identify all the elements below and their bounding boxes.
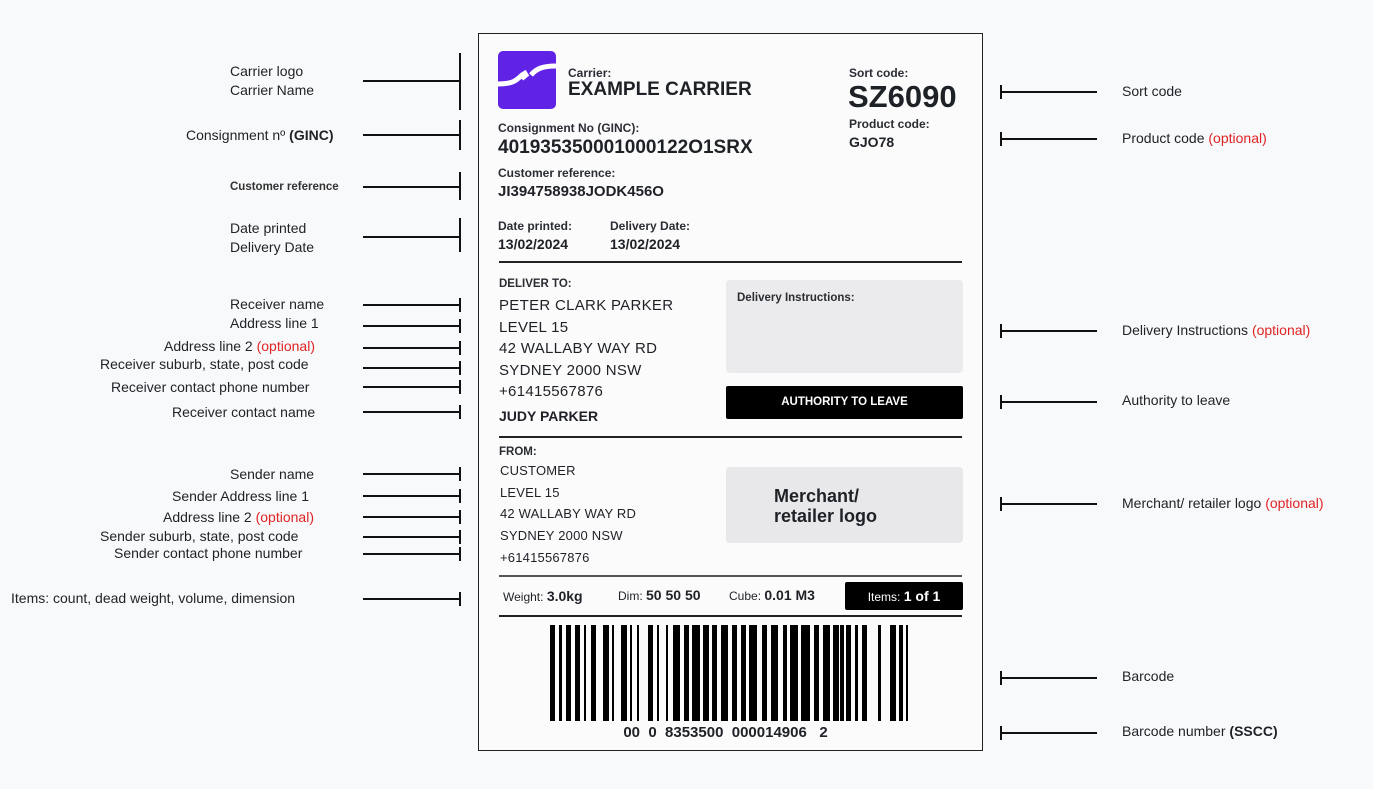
annotation-receiver-contact: Receiver contact name: [172, 404, 316, 420]
annotation-date-printed: Date printed: [230, 220, 307, 236]
barcode-bar: [648, 625, 653, 721]
delivery-instructions-label: Delivery Instructions:: [737, 292, 855, 304]
barcode-bar: [584, 625, 586, 721]
date-printed: 13/02/2024: [498, 236, 569, 252]
annotation-delivery-instructions: [1122, 321, 1310, 340]
connector-line: [363, 598, 460, 600]
connector-line: [363, 236, 460, 238]
barcode-bar: [906, 625, 908, 721]
connector-tick: [459, 361, 461, 375]
annotation-barcode: Barcode: [1122, 668, 1175, 684]
connector-tick: [1000, 85, 1002, 99]
annotation-text: Delivery Instructions: [1122, 322, 1252, 338]
receiver-address-line1: LEVEL 15: [499, 318, 569, 336]
connector-line: [363, 411, 460, 413]
annotation-sender-address1: Sender Address line 1: [172, 488, 309, 504]
annotation-address1: Address line 1: [230, 315, 319, 331]
barcode-bar: [741, 625, 746, 721]
receiver-phone: +61415567876: [499, 383, 604, 400]
product-code: GJO78: [849, 134, 895, 150]
delivery-instructions-box: [726, 280, 963, 373]
connector-line: [363, 80, 460, 82]
from-label: FROM:: [499, 446, 537, 458]
annotation-carrier-logo: Carrier logo: [230, 63, 304, 79]
receiver-address-line2: 42 WALLABY WAY RD: [499, 340, 658, 357]
connector-line: [363, 495, 460, 497]
annotation-text: Address line 2: [163, 509, 256, 525]
delivery-date: 13/02/2024: [610, 236, 681, 252]
connector-line: [363, 325, 460, 327]
annotation-sender-phone: Sender contact phone number: [114, 545, 303, 561]
carrier-logo-icon: [498, 51, 556, 109]
barcode-bar: [630, 625, 632, 721]
dimensions: [618, 587, 701, 603]
receiver-address: [499, 295, 673, 403]
barcode-bar: [612, 625, 614, 721]
connector-tick: [1000, 132, 1002, 146]
connector-line: [1000, 401, 1097, 403]
connector-tick: [459, 547, 461, 561]
connector-tick: [459, 405, 461, 419]
merchant-logo-text: [774, 486, 877, 526]
cube-label: Cube:: [729, 589, 762, 603]
sender-suburb: SYDNEY 2000 NSW: [500, 528, 623, 544]
connector-tick: [459, 380, 461, 394]
annotation-carrier-name: Carrier Name: [230, 82, 315, 98]
connector-tick: [459, 319, 461, 333]
connector-line: [363, 347, 460, 349]
barcode-bar: [846, 625, 851, 721]
barcode-bar: [732, 625, 737, 721]
annotation-receiver-suburb: Receiver suburb, state, post code: [100, 356, 309, 372]
barcode-bar: [566, 625, 571, 721]
barcode-bar: [637, 625, 639, 721]
items-badge: [845, 582, 963, 610]
barcode-bar: [712, 625, 717, 721]
barcode-bar: [666, 625, 668, 721]
connector-tick: [459, 298, 461, 312]
shipping-label: [478, 33, 983, 751]
barcode-bar: [703, 625, 708, 721]
connector-line: [363, 516, 460, 518]
delivery-date-label: Delivery Date:: [610, 219, 691, 233]
connector-line: [1000, 503, 1097, 505]
divider: [499, 615, 962, 617]
barcode-bar: [762, 625, 767, 721]
optional-tag: (optional): [1251, 322, 1311, 338]
consignment-number: 401935350001000122O1SRX: [498, 137, 753, 158]
sender-address: [500, 460, 636, 569]
barcode-bar: [783, 625, 787, 721]
carrier-name: EXAMPLE CARRIER: [568, 79, 752, 100]
barcode-bar: [621, 625, 626, 721]
connector-tick: [1000, 395, 1002, 409]
barcode-bar: [771, 625, 778, 721]
sender-address-line1: LEVEL 15: [500, 484, 560, 500]
sender-phone: +61415567876: [500, 549, 590, 565]
barcode-bar: [684, 625, 689, 721]
deliver-to-label: DELIVER TO:: [499, 278, 572, 290]
barcode-bar: [575, 625, 580, 721]
connector-tick: [1000, 671, 1002, 685]
receiver-contact: JUDY PARKER: [499, 408, 599, 424]
annotation-address2: [164, 337, 315, 356]
annotation-sort-code: Sort code: [1122, 83, 1182, 99]
connector-tick: [459, 120, 461, 150]
barcode-bar: [878, 625, 882, 721]
connector-tick: [459, 489, 461, 503]
cube-value: 0.01 M3: [764, 587, 815, 603]
annotation-receiver-phone: Receiver contact phone number: [111, 379, 310, 395]
annotation-consignment: [186, 126, 334, 145]
merchant-logo-line: retailer logo: [774, 506, 878, 526]
connector-tick: [459, 510, 461, 524]
consignment-label: Consignment No (GINC):: [498, 121, 640, 135]
barcode-bar: [890, 625, 895, 721]
connector-line: [363, 536, 460, 538]
connector-line: [1000, 91, 1097, 93]
optional-tag: (optional): [1208, 130, 1267, 146]
receiver-suburb: SYDNEY 2000 NSW: [499, 361, 642, 379]
carrier-label: Carrier:: [568, 66, 612, 80]
merchant-logo-line: Merchant/: [774, 486, 860, 506]
barcode-bar: [603, 625, 608, 721]
connector-line: [1000, 677, 1097, 679]
items-value: 1 of 1: [903, 588, 941, 604]
connector-tick: [1000, 726, 1002, 740]
divider: [499, 261, 962, 263]
barcode-bar: [721, 625, 728, 721]
connector-tick: [459, 341, 461, 355]
cube: [729, 587, 815, 603]
barcode-bar: [559, 625, 563, 721]
barcode-bar: [855, 625, 859, 721]
optional-tag: (optional): [1265, 495, 1324, 511]
annotation-customer-ref: Customer reference: [230, 181, 339, 193]
connector-tick: [459, 530, 461, 544]
connector-line: [1000, 138, 1097, 140]
barcode-bar: [673, 625, 680, 721]
sort-code-label: Sort code:: [849, 66, 909, 80]
date-printed-label: Date printed:: [498, 219, 573, 233]
barcode-bar: [899, 625, 903, 721]
annotation-text: Barcode number: [1122, 723, 1230, 739]
barcode-bar: [801, 625, 810, 721]
connector-line: [1000, 732, 1097, 734]
annotation-items: Items: count, dead weight, volume, dimension: [11, 590, 296, 606]
dim-value: 50 50 50: [646, 587, 701, 603]
annotation-text: Product code: [1122, 130, 1209, 146]
divider: [499, 575, 962, 577]
annotation-text-bold: (GINC): [289, 127, 334, 143]
barcode-bar: [814, 625, 819, 721]
customer-ref: JI394758938JODK456O: [498, 183, 664, 200]
annotation-sender-address2: [163, 508, 314, 527]
connector-line: [1000, 330, 1097, 332]
connector-tick: [1000, 497, 1002, 511]
annotation-atl: Authority to leave: [1122, 392, 1231, 408]
annotation-delivery-date: Delivery Date: [230, 239, 315, 255]
barcode-bar: [790, 625, 797, 721]
barcode-number: 00 0 8353500 000014906 2: [623, 724, 828, 741]
items-label: Items:: [867, 590, 901, 604]
barcode-bar: [692, 625, 699, 721]
dim-label: Dim:: [618, 589, 643, 603]
barcode-bar: [840, 625, 844, 721]
weight-label: Weight:: [503, 590, 544, 604]
annotation-barcode-number: [1122, 722, 1278, 741]
sender-name: CUSTOMER: [500, 463, 576, 478]
annotation-text: Address line 2: [164, 338, 257, 354]
merchant-logo-placeholder: [726, 467, 963, 543]
connector-line: [363, 386, 460, 388]
weight: [503, 588, 583, 604]
optional-tag: (optional): [256, 338, 315, 354]
authority-to-leave-badge: AUTHORITY TO LEAVE: [726, 386, 963, 419]
customer-ref-label: Customer reference:: [498, 166, 616, 180]
connector-line: [363, 367, 460, 369]
connector-line: [363, 134, 460, 136]
barcode-bar: [749, 625, 756, 721]
optional-tag: (optional): [255, 509, 314, 525]
connector-tick: [1000, 324, 1002, 338]
connector-tick: [459, 467, 461, 481]
weight-value: 3.0kg: [546, 588, 583, 604]
connector-tick: [459, 172, 461, 200]
barcode-bar: [833, 625, 838, 721]
annotation-product-code: [1122, 129, 1267, 148]
annotation-text: Consignment nº: [186, 127, 290, 143]
connector-tick: [459, 53, 461, 110]
annotation-receiver-name: Receiver name: [230, 296, 325, 312]
barcode-bar: [591, 625, 596, 721]
annotation-sender-name: Sender name: [230, 466, 315, 482]
barcode-bar: [550, 625, 555, 721]
receiver-name: PETER CLARK PARKER: [499, 297, 674, 314]
connector-tick: [459, 218, 461, 252]
barcode-bar: [823, 625, 830, 721]
barcode: [550, 625, 908, 721]
connector-line: [363, 304, 460, 306]
annotation-text: Merchant/ retailer logo: [1122, 495, 1266, 511]
annotation-merchant: [1122, 494, 1324, 513]
divider: [499, 436, 962, 438]
connector-tick: [459, 592, 461, 606]
sender-address-line2: 42 WALLABY WAY RD: [500, 506, 637, 522]
barcode-bar: [657, 625, 659, 721]
product-code-label: Product code:: [849, 117, 930, 131]
connector-line: [363, 473, 460, 475]
sort-code: SZ6090: [848, 79, 957, 114]
carrier-logo: [498, 51, 556, 109]
barcode-bar: [862, 625, 867, 721]
annotation-text-bold: (SSCC): [1229, 723, 1278, 739]
connector-line: [363, 553, 460, 555]
annotation-sender-suburb: Sender suburb, state, post code: [100, 528, 299, 544]
connector-line: [363, 186, 460, 188]
